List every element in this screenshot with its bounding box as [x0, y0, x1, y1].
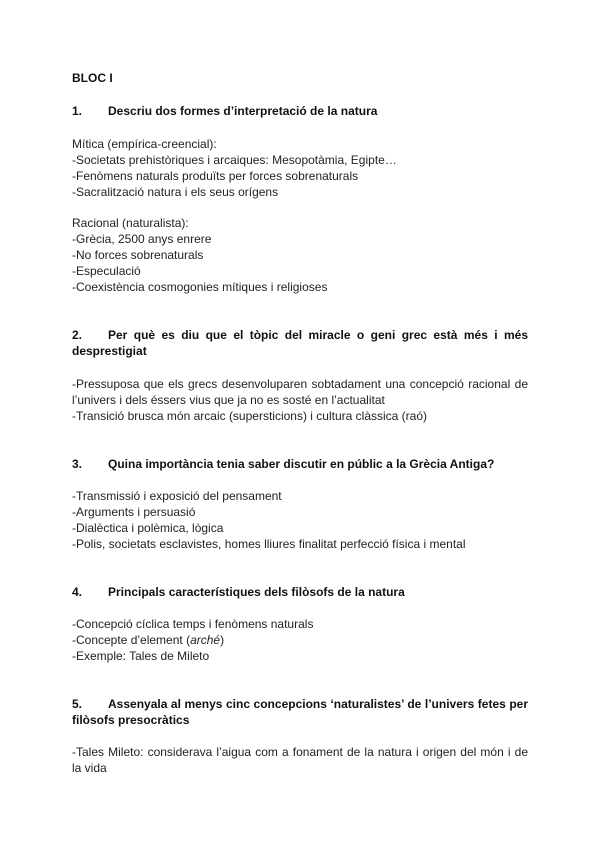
- question-4-number: 4.: [72, 585, 83, 599]
- question-1-heading: [72, 103, 528, 119]
- question-2-answers: [72, 376, 528, 424]
- bloc-title: BLOC I: [72, 71, 113, 85]
- list-item: -Transició brusca món arcaic (supersticions) i cultura clàssica (raó): [72, 409, 427, 423]
- question-2-heading: [72, 327, 528, 359]
- question-5-heading: [72, 696, 528, 728]
- list-item: -No forces sobrenaturals: [72, 248, 204, 262]
- question-4-heading: [72, 584, 528, 600]
- question-2-title: Per què es diu que el tòpic del miracle o geni grec està més i més desprestigiat: [72, 328, 528, 358]
- question-3-title: Quina importància tenia saber discutir en públic a la Grècia Antiga?: [108, 457, 495, 471]
- question-2-number: 2.: [72, 328, 83, 342]
- list-item: -Grècia, 2500 anys enrere: [72, 232, 212, 246]
- list-item: -Tales Mileto: considerava l’aigua com a fonament de la natura i origen del món i de la vida: [72, 745, 528, 775]
- list-item: -Fenòmens naturals produïts per forces sobrenaturals: [72, 169, 359, 183]
- list-item: Racional (naturalista):: [72, 216, 189, 230]
- list-item: -Dialèctica i polèmica, lògica: [72, 521, 224, 535]
- answer-prefix: -Concepte d’element (: [72, 633, 191, 647]
- arche-term: arché: [190, 633, 221, 647]
- question-5-answers: [72, 744, 528, 776]
- question-3-answers: [72, 488, 532, 552]
- question-1-mitica-list: [72, 136, 532, 200]
- answer-suffix: ): [220, 633, 225, 647]
- question-1-number: 1.: [72, 104, 83, 118]
- list-item: -Polis, societats esclavistes, homes lliures finalitat perfecció física i mental: [72, 537, 466, 551]
- question-1-racional-list: [72, 215, 532, 295]
- list-item: -Societats prehistòriques i arcaiques: Mesopotàmia, Egipte…: [72, 153, 397, 167]
- list-item: -Coexistència cosmogonies mítiques i religioses: [72, 280, 328, 294]
- list-item: -Sacralització natura i els seus orígens: [72, 185, 279, 199]
- question-5-title: Assenyala al menys cinc concepcions ‘naturalistes’ de l’univers fetes per filòsofs presocràtics: [72, 697, 528, 727]
- list-item: -Exemple: Tales de Mileto: [72, 649, 210, 663]
- question-3-number: 3.: [72, 457, 83, 471]
- question-1-title: Descriu dos formes d’interpretació de la natura: [108, 104, 378, 118]
- question-5-number: 5.: [72, 697, 83, 711]
- question-4-answers: [72, 616, 532, 664]
- list-item: -Pressuposa que els grecs desenvoluparen sobtadament una concepció racional de l’univers i dels éssers vius que ja no es sosté en l’actualitat: [72, 377, 528, 407]
- list-item: [72, 632, 532, 648]
- list-item: -Concepció cíclica temps i fenòmens naturals: [72, 617, 314, 631]
- question-4-title: Principals característiques dels filòsofs de la natura: [108, 585, 405, 599]
- list-item: -Especulació: [72, 264, 141, 278]
- list-item: -Transmissió i exposició del pensament: [72, 489, 282, 503]
- list-item: -Arguments i persuasió: [72, 505, 196, 519]
- list-item: Mítica (empírica-creencial):: [72, 137, 217, 151]
- question-3-heading: [72, 456, 528, 472]
